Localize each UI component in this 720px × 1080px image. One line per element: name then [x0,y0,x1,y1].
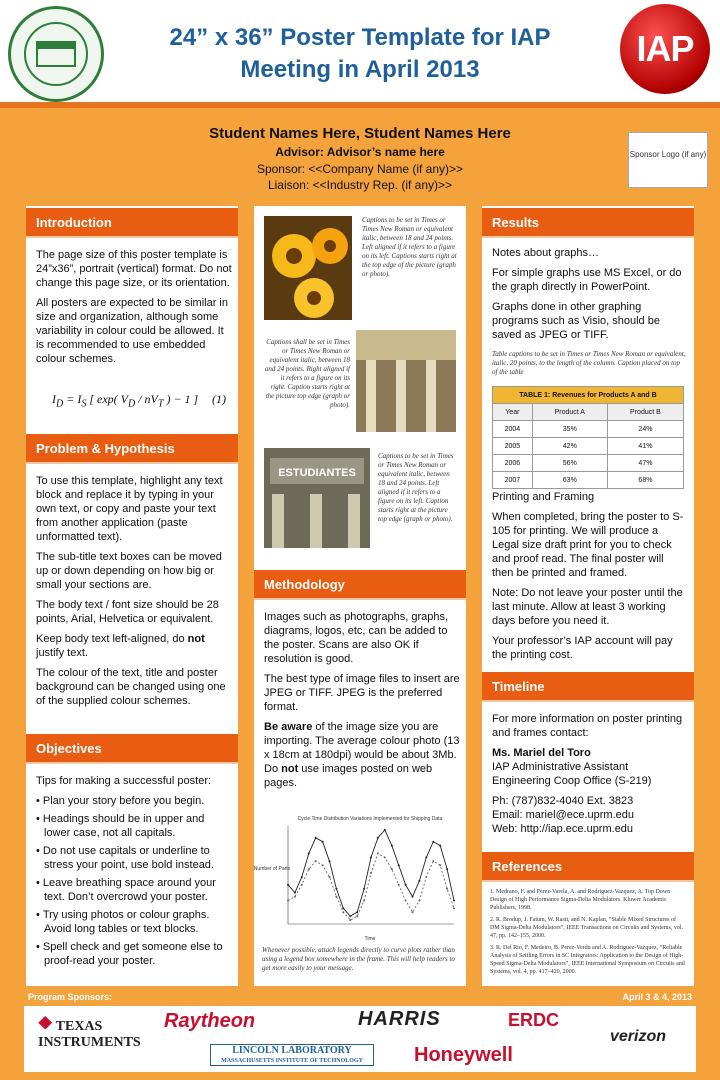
references-heading: References [482,852,694,882]
chart-xlabel: Time [364,936,376,942]
list-item: • Leave breathing space around your text. Don’t overcrowd your poster. [36,876,232,904]
author-block [120,124,600,193]
timeline-heading: Timeline [482,672,694,702]
table-caption: Table captions to be set in Times or Times New Roman or equivalent, italic, 20 points, to the length of the column. Caption placed on top of the table [492,350,686,376]
data-point [453,907,455,909]
header-divider [0,102,720,108]
photo-caption: Captions to be set in Times or Times New Roman or equivalent italic, between 18 and 24 points. Left aligned if it refers to a figure on its left. Caption starts right at the picture top edge (graph or photo). [378,452,454,523]
contact-office: Engineering Coop Office (S-219) [492,775,652,787]
problem-heading: Problem & Hypothesis [26,434,238,464]
list-item: • Do not use capitals or underline to stress your point, use bold instead. [36,844,232,872]
logo-subtext: MASSACHUSETTS INSTITUTE OF TECHNOLOGY [221,1058,363,1064]
contact-phone: Ph: (787)832-4040 Ext. 3823 [492,795,634,807]
data-point [446,888,448,890]
problem-body [36,474,232,714]
data-point [294,896,296,898]
results-printing [492,490,688,668]
introduction-body [36,248,232,372]
table-cell: 42% [532,438,607,455]
contact-role: IAP Administrative Assistant [492,761,629,773]
results-paragraph: For simple graphs use MS Excel, or do the graph directly in PowerPoint. [492,267,682,293]
photo-caption: Captions to be set in Times or Times New Roman or equivalent italic, between 18 and 24 points. Left aligned if it refers to a figure on its left. Captions starts right at the top edge of the picture (graph or photo). [362,216,457,278]
contact-name: Ms. Mariel del Toro [492,747,591,759]
logo-text: LINCOLN LABORATORY [232,1045,352,1056]
data-point [363,900,365,902]
data-point [356,915,358,917]
data-point [322,864,324,866]
table-cell: 2005 [493,438,533,455]
introduction-paragraph: All posters are expected to be similar in size and organization, although some variability in colour could be allowed. It is recommended to use embedded colour schemes. [36,297,228,365]
results-body [492,246,688,348]
data-point [439,845,441,847]
methodology-heading: Methodology [254,570,466,600]
list-item: • Plan your story before you begin. [36,794,232,808]
erdc-logo: ERDC [508,1010,560,1030]
table-header: Year [493,404,533,421]
reference-item: 2. R. Brodup, J. Fatum, W. Rasti, and N. Kaplan, “Stable Mixed Structures of DM Sigma-Delta Modulators”, IEEE Transactions on Circuits and Systems, vol. 47, pp. 142–155, 2000. [490,917,683,939]
problem-paragraph: The colour of the text, title and poster background can be changed using one of the supplied colour schemes. [36,667,226,707]
data-point [349,915,351,917]
sponsor-logo-placeholder: Sponsor Logo (if any) [628,132,708,188]
data-point [349,919,351,921]
student-names: Student Names Here, Student Names Here [209,125,511,142]
text-run: justify text. [36,647,88,659]
methodology-paragraph: The best type of image files to insert are JPEG or TIFF. JPEG is the preferred format. [264,673,460,713]
verizon-logo: verizon [610,1028,667,1045]
sponsors-label: Program Sponsors: [28,992,113,1002]
problem-paragraph [36,632,232,660]
flowers-photo [264,216,352,320]
objectives-body [36,774,232,972]
results-paragraph: When completed, bring the poster to S-105 for printing. We will produce a Legal size draft print for you to check and proof read. The final poster will then be printed and framed. [492,511,684,579]
objectives-intro: Tips for making a successful poster: [36,775,212,787]
photo-caption: Captions shall be set in Times or Times New Roman or equivalent italic, between 18 and 24 points. Right aligned if it refers to a figure on its right. Caption starts right at the picture top edge (graph or photo). [264,338,350,409]
results-paragraph: Note: Do not leave your poster until the last minute. Allow at least 3 working days before you need it. [492,587,683,627]
table-cell: 47% [607,455,683,472]
table-header: Product B [607,404,683,421]
data-point [335,896,337,898]
table-cell: 24% [607,421,683,438]
data-point [377,837,379,839]
data-point [405,900,407,902]
problem-paragraph: The sub-title text boxes can be moved up or down depending on how big or small your sections are. [36,551,222,591]
title-line-1: 24” x 36” Poster Template for IAP [169,24,551,51]
data-point [446,868,448,870]
table-cell: 2004 [493,421,533,438]
text-run-bold: not [281,763,299,775]
lincoln-laboratory-logo [210,1044,374,1066]
university-seal-icon [8,6,104,102]
data-point [412,896,414,898]
data-point [398,884,400,886]
sponsor-logos-strip [24,1006,696,1072]
chart-title: Cycle Time Distribution Variations Implemented for Shipping Data [297,816,443,822]
ti-chip-icon: ⯁ [38,1014,53,1034]
table-row [493,472,684,489]
table-cell: 2006 [493,455,533,472]
chart-caption: Whenever possible, attach legends directly to curve plots rather than using a legend box somewhere in the frame. This will help readers to get more easily to your message. [262,946,455,972]
iap-logo-text: IAP [636,28,694,69]
iap-logo-icon [620,4,710,94]
table-cell: 63% [532,472,607,489]
contact-website-link[interactable]: Web: http://iap.ece.uprm.edu [492,823,634,835]
introduction-heading: Introduction [26,208,238,238]
poster-title [120,22,600,86]
table-cell: 68% [607,472,683,489]
text-run: use images posted on web pages. [264,763,433,789]
objectives-list [36,794,232,968]
results-paragraph: Your professor’s IAP account will pay the printing cost. [492,635,673,661]
data-point [335,888,337,890]
data-point [418,900,420,902]
data-point [308,852,310,854]
objectives-heading: Objectives [26,734,238,764]
line-chart [253,812,462,942]
table-title: TABLE 1: Revenues for Products A and B [493,387,684,404]
data-point [398,864,400,866]
results-paragraph: Printing and Framing [492,491,595,503]
equation-number: (1) [212,392,226,406]
data-point [425,876,427,878]
data-point [377,852,379,854]
data-point [322,841,324,843]
data-point [287,900,289,902]
data-point [287,884,289,886]
data-point [391,845,393,847]
data-point [329,876,331,878]
sponsor-company: Sponsor: <<Company Name (if any)>> [256,162,464,176]
data-point [432,860,434,862]
methodology-body [264,610,460,796]
results-heading: Results [482,208,694,238]
text-run-bold: not [187,633,205,645]
problem-paragraph: To use this template, highlight any text block and replace it by typing in your own text, or copy and paste your text from another application (paste unformatted text). [36,475,223,543]
data-point [453,900,455,902]
timeline-body [492,712,688,836]
list-item: • Headings should be in upper and lower case, not all capitals. [36,812,232,840]
data-point [301,876,303,878]
chart-ylabel: Number of Parts [253,866,291,872]
data-point [391,868,393,870]
table-row [493,438,684,455]
reference-item: 3. R. Del Rio, F. Medeiro, B. Perez-Verdu and A. Rodriguez-Vazquez, “Reliable Analysis of Settling Errors in SC Integrators: Application to the Design of High-Speed Sigma-Delta Modulators”, IEEE International Symposium on Circuits and Systems, vol. 4, pp. 417–420, 2000. [490,945,685,975]
data-point [308,868,310,870]
advisor-name: Advisor: Advisor’s name here [275,145,445,159]
data-point [439,864,441,866]
results-paragraph: Notes about graphs… [492,247,600,259]
honeywell-logo: Honeywell [414,1044,513,1066]
data-point [356,911,358,913]
data-point [315,860,317,862]
data-point [405,884,407,886]
chart-axis [288,826,454,924]
title-line-2: Meeting in April 2013 [240,56,480,83]
table-header: Product A [532,404,607,421]
data-point [412,911,414,913]
data-point [315,837,317,839]
building-photo [356,330,456,432]
revenue-table [492,386,684,489]
data-point [432,841,434,843]
data-point [384,829,386,831]
data-point [384,856,386,858]
sign-text: ESTUDIANTES [278,467,356,479]
data-point [301,884,303,886]
logo-text: TEXAS INSTRUMENTS [38,1019,141,1050]
estudiantes-sign-photo [264,448,370,548]
table-cell: 56% [532,455,607,472]
chart-plot-area [287,826,455,924]
equation: $I_D = I_S$ [ exp( $V_D / nV_T$ ) − 1 ] (1) [52,392,226,410]
list-item: • Spell check and get someone else to proof-read your poster. [36,940,232,968]
methodology-paragraph: Images such as photographs, graphs, diagrams, logos, etc, can be added to the poster. Scans are also OK if resolution is good. [264,611,449,665]
data-point [370,856,372,858]
series-line-2 [288,853,454,920]
text-run-bold: Be aware [264,721,313,733]
texas-instruments-logo [38,1016,168,1051]
table-row [493,421,684,438]
problem-paragraph: The body text / font size should be 28 points, Arial, Helvetica or equivalent. [36,599,219,625]
reference-item: 1. Medrano, F. and Perez-Varela, A. and Rodriguez-Vazquez, A. Top Down Design of High Performance Sigma-Delta Modulators. Kluwer Academic Publishers, 1998. [490,889,671,911]
data-point [329,860,331,862]
event-date: April 3 & 4, 2013 [622,992,692,1002]
data-point [425,856,427,858]
data-point [294,892,296,894]
poster-header [0,0,720,108]
table-cell: 35% [532,421,607,438]
harris-logo: HARRIS [358,1008,441,1030]
table-row [493,455,684,472]
timeline-paragraph: For more information on poster printing and frames contact: [492,713,683,739]
table-cell: 41% [607,438,683,455]
data-point [342,911,344,913]
liaison-name: Liaison: <<Industry Rep. (if any)>> [267,178,453,192]
data-point [342,907,344,909]
list-item: • Try using photos or colour graphs. Avoid long tables or text blocks. [36,908,232,936]
equation-lhs: I [52,392,56,406]
introduction-paragraph: The page size of this poster template is 24”x36”, portrait (vertical) format. Do not change this page size, or its orientation. [36,249,232,289]
data-point [370,872,372,874]
table-cell: 2007 [493,472,533,489]
data-point [418,880,420,882]
text-run: of the image size you are importing. The average colour photo (13 x 18cm at 180dpi) would be about 3Mb. Do [264,721,460,775]
contact-email[interactable]: Email: mariel@ece.uprm.edu [492,809,634,821]
methodology-paragraph [264,720,460,790]
results-paragraph: Graphs done in other graphing programs such as Visio, should be saved as JPEG or TIFF. [492,301,660,341]
data-point [363,888,365,890]
raytheon-logo: Raytheon [164,1010,256,1032]
references-list [490,888,686,980]
text-run: Keep body text left-aligned, do [36,633,188,645]
